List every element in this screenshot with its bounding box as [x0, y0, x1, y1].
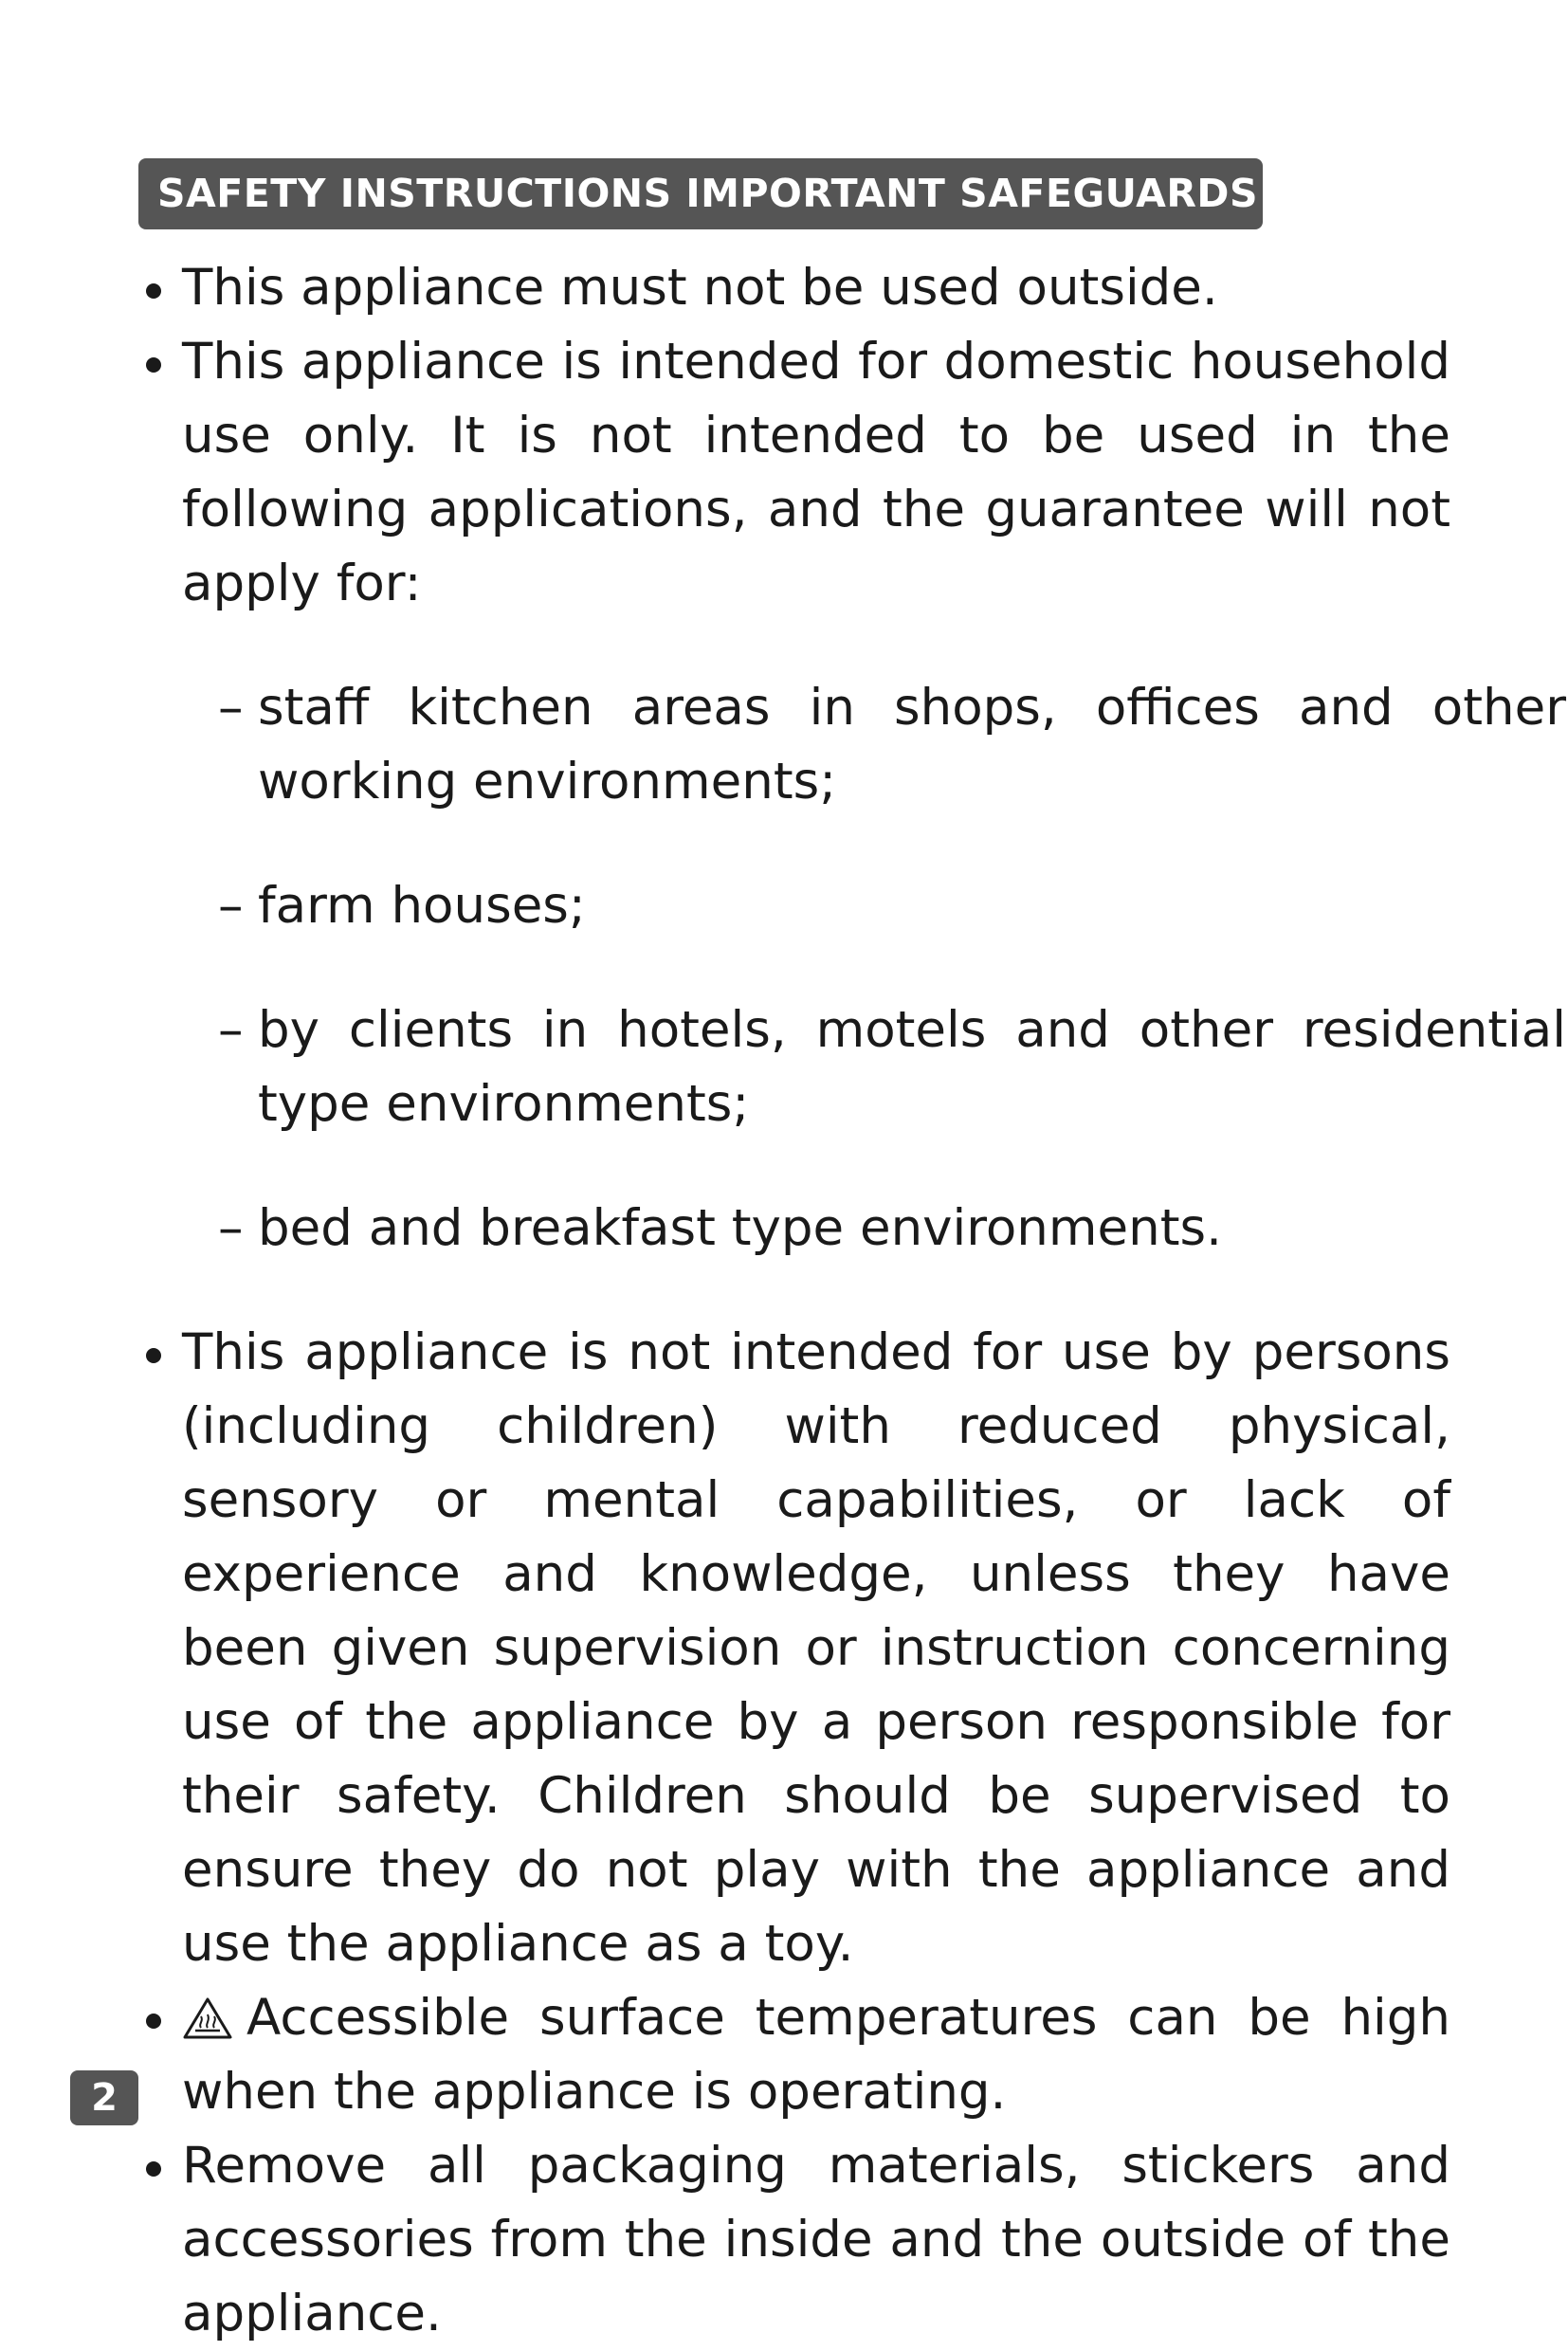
bullet-dot [146, 283, 161, 299]
page-number: 2 [70, 2070, 138, 2125]
bullet-text: Accessible surface temperatures can be high when the appliance is operating. [182, 1989, 1450, 2121]
dash-marker: – [218, 877, 244, 935]
exclusion-item [180, 869, 1566, 943]
bullet-dot [146, 357, 161, 373]
bullet-packaging [142, 2129, 1450, 2351]
exclusion-item [180, 671, 1566, 819]
bullet-text: This appliance is not intended for use by persons (including children) with reduced physical, sensory or mental capabilities, or lack of experience and knowledge, unless they have been given supervision or instruction concerning use of the appliance by a person responsible for their safety. Children should be supervised to ensure they do not play with the appliance and use the appliance as a toy. [182, 1323, 1450, 1973]
bullet-dot [146, 2161, 161, 2177]
bullet-text: Remove all packaging materials, stickers and accessories from the inside and the outside of the appliance. [182, 2137, 1450, 2342]
bullet-persons [142, 1316, 1450, 1981]
bullet-dot [146, 2014, 161, 2029]
dash-marker: – [218, 679, 244, 737]
bullet-domestic [142, 325, 1450, 621]
exclusion-item [180, 1192, 1566, 1266]
bullet-outside [142, 251, 1441, 325]
dash-marker: – [218, 1199, 244, 1257]
exclusion-text: by clients in hotels, motels and other residential type environments; [258, 1001, 1566, 1133]
bullet-text: This appliance is intended for domestic household use only. It is not intended to be used in the following applications, and the guarantee will not apply for: [182, 333, 1450, 612]
bullet-surface [142, 1981, 1450, 2129]
bullet-text: This appliance must not be used outside. [182, 259, 1218, 317]
hot-surface-warning-icon [182, 1996, 233, 2040]
bullet-dot [146, 1348, 161, 1363]
section-header: SAFETY INSTRUCTIONS IMPORTANT SAFEGUARDS [138, 158, 1263, 229]
exclusion-text: bed and breakfast type environments. [258, 1199, 1222, 1257]
safety-content [142, 251, 1566, 2351]
exclusion-item [180, 993, 1566, 1141]
exclusion-text: farm houses; [258, 877, 586, 935]
dash-marker: – [218, 1001, 244, 1059]
exclusion-text: staff kitchen areas in shops, offices and other working environments; [258, 679, 1566, 811]
